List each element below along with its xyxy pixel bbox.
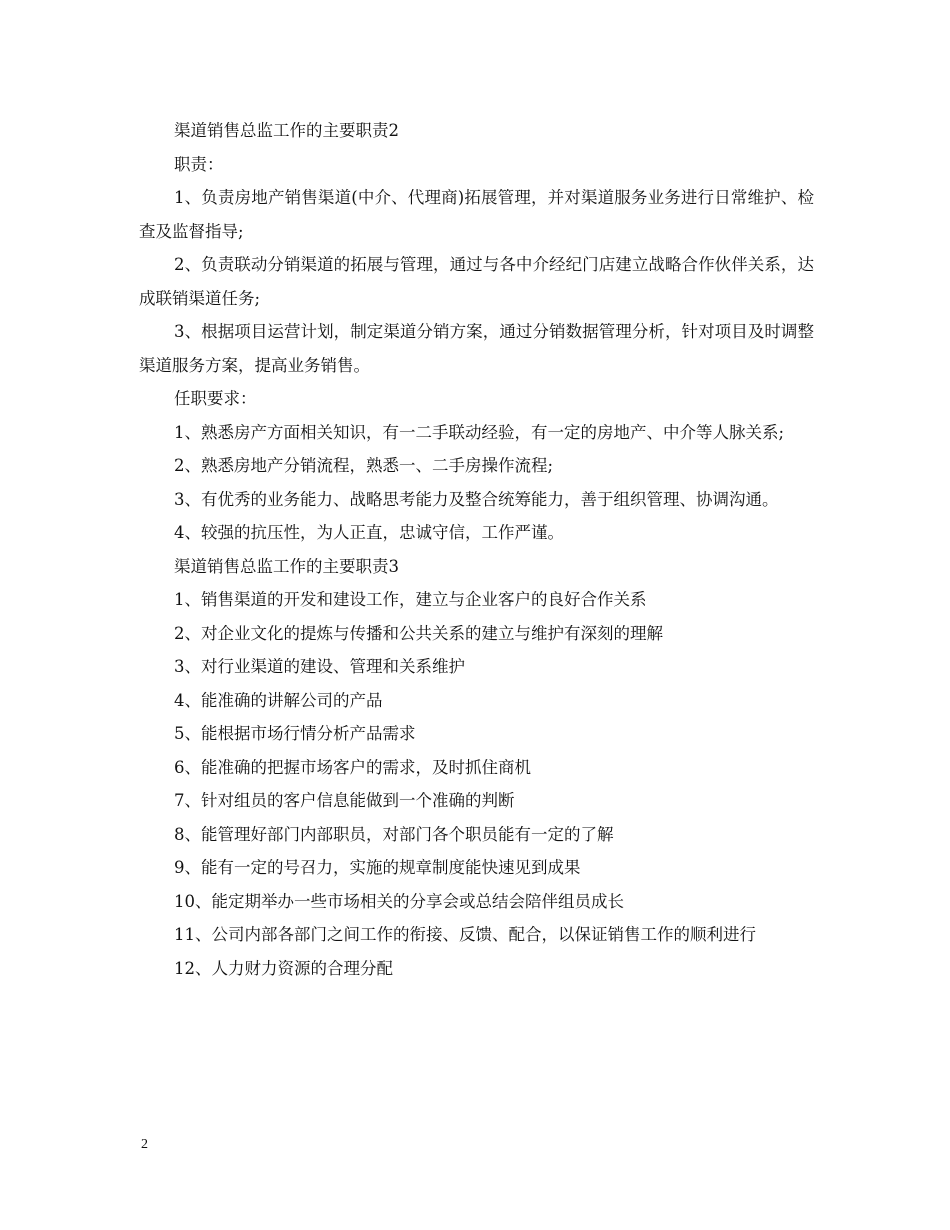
list-item: 3、对行业渠道的建设、管理和关系维护	[174, 657, 465, 676]
section-heading-2: 渠道销售总监工作的主要职责2	[174, 121, 399, 140]
duty-item-2: 2、负责联动分销渠道的拓展与管理，通过与各中介经纪门店建立战略合作伙伴关系，达成联销渠道任务;	[139, 255, 814, 308]
duty-item-1: 1、负责房地产销售渠道(中介、代理商)拓展管理，并对渠道服务业务进行日常维护、检查及监督指导;	[139, 188, 814, 241]
requirement-item-2: 2、熟悉房地产分销流程，熟悉一、二手房操作流程;	[174, 456, 554, 475]
list-item: 9、能有一定的号召力，实施的规章制度能快速见到成果	[174, 858, 581, 877]
list-item: 4、能准确的讲解公司的产品	[174, 690, 383, 710]
list-item: 7、针对组员的客户信息能做到一个准确的判断	[174, 791, 515, 810]
list-item: 12、人力财力资源的合理分配	[174, 958, 393, 978]
list-item: 6、能准确的把握市场客户的需求，及时抓住商机	[174, 757, 531, 777]
list-item: 1、销售渠道的开发和建设工作，建立与企业客户的良好合作关系	[174, 590, 647, 609]
duty-item-3: 3、根据项目运营计划，制定渠道分销方案，通过分销数据管理分析，针对项目及时调整渠道服务方案，提高业务销售。	[139, 322, 814, 375]
duties-heading: 职责：	[174, 154, 224, 174]
page-number: 2	[141, 1137, 148, 1152]
list-item: 2、对企业文化的提炼与传播和公共关系的建立与维护有深刻的理解	[174, 623, 663, 643]
list-item: 8、能管理好部门内部职员，对部门各个职员能有一定的了解	[174, 824, 614, 844]
list-item: 10、能定期举办一些市场相关的分享会或总结会陪伴组员成长	[174, 891, 624, 911]
list-item: 11、公司内部各部门之间工作的衔接、反馈、配合，以保证销售工作的顺利进行	[174, 925, 756, 944]
requirement-item-4: 4、较强的抗压性，为人正直，忠诚守信，工作严谨。	[174, 523, 564, 542]
requirement-item-3: 3、有优秀的业务能力、战略思考能力及整合统筹能力，善于组织管理、协调沟通。	[174, 489, 779, 509]
list-item: 5、能根据市场行情分析产品需求	[174, 724, 416, 743]
document-body	[139, 114, 814, 985]
requirements-heading: 任职要求：	[174, 389, 257, 408]
section-heading-3: 渠道销售总监工作的主要职责3	[174, 556, 399, 576]
requirement-item-1: 1、熟悉房产方面相关知识，有一二手联动经验，有一定的房地产、中介等人脉关系;	[174, 422, 785, 442]
